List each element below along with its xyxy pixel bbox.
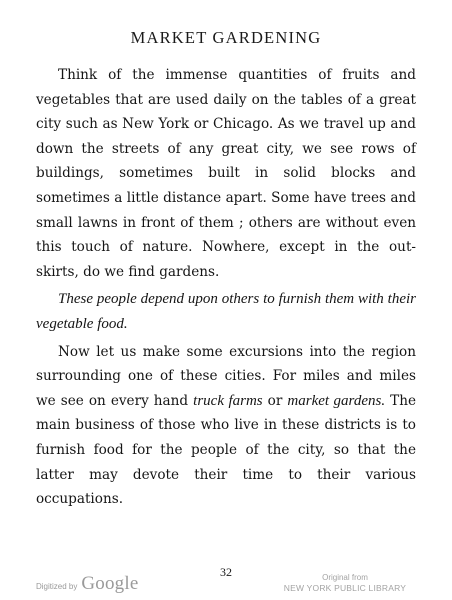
- digitized-by-watermark: [36, 573, 139, 595]
- paragraph-3-text-c: The main business of those who live in these districts is to furnish food for the people of the city, so that the latter may devote their time to their various occupations.: [36, 392, 416, 508]
- source-library-watermark: [250, 573, 440, 593]
- google-logo: Google: [81, 573, 139, 594]
- paragraph-2-italic: [36, 287, 416, 336]
- paragraph-3-text-b: or: [262, 392, 288, 409]
- paragraph-3-text-a: Now let us make some excursions into the region surrounding one of these cities. For miles and miles we see on every hand: [36, 343, 416, 409]
- term-market-gardens: market gardens.: [287, 392, 386, 409]
- paragraph-1-text: Think of the immense quantities of fruits and vegetables that are used daily on the tables of a great city such as New York or Chicago. As we travel up and down the streets of any great city, we see rows of buildings, sometimes built in solid blocks and sometimes a little distance apart. Some have trees and small lawns in front of them ; others are without even this touch of nature. Nowhere, except in the out-skirts, do we find gardens.: [36, 67, 416, 280]
- paragraph-3: [36, 340, 416, 512]
- paragraph-1: [36, 63, 416, 284]
- page-number: 32: [220, 565, 232, 579]
- running-head: MARKET GARDENING: [130, 28, 322, 47]
- digitized-label: Digitized by: [36, 582, 78, 591]
- paragraph-2-text: These people depend upon others to furnish them with their vegetable food.: [36, 291, 416, 332]
- term-truck-farms: truck farms: [193, 392, 263, 409]
- body-text: [36, 63, 416, 512]
- library-name: NEW YORK PUBLIC LIBRARY: [283, 583, 407, 593]
- source-label: Original from: [322, 573, 368, 582]
